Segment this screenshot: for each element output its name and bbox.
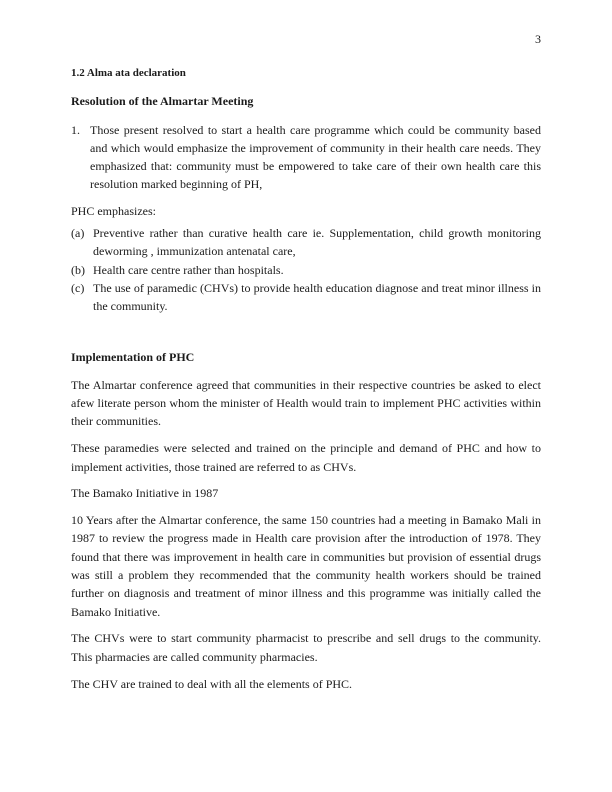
paragraph-bamako-initiative: 10 Years after the Almartar conference, the same 150 countries had a meeting in Bamako Mali in 1987 to review the progress made in Health care provision after the introduction of 1978. They found that there was improvement in health care in communities but provision of essential drugs was still a problem they recommended that the community health workers should be trained further on diagnosis and treatment of minor illness and this programme was initially called the Bamako Initiative. [71, 513, 541, 619]
phc-emphasis-list [71, 224, 541, 315]
paragraph-chv-elements: The CHV are trained to deal with all the elements of PHC. [71, 676, 353, 691]
list-item-c [71, 279, 541, 316]
numbered-list-marker: 1. [71, 122, 80, 137]
numbered-list-text: Those present resolved to start a health care programme which could be community based and which would emphasize the improvement of community in their health care needs. They emphasized that: community must be empowered to take care of their own health care this resolution marked beginning of PH, [90, 122, 541, 192]
page-number: 3 [535, 32, 541, 46]
paragraph-community-pharmacies: The CHVs were to start community pharmacist to prescribe and sell drugs to the community. This pharmacies are called community pharmacies. [71, 631, 541, 664]
numbered-list-item-1 [71, 121, 541, 194]
paragraph-almartar-conference: The Almartar conference agreed that communities in their respective countries be asked to elect afew literate person whom the minister of Health would train to implement PHC activities within their communities. [71, 377, 541, 429]
list-marker-a: (a) [71, 226, 85, 241]
list-marker-b: (b) [71, 262, 85, 277]
heading-implementation-of-phc: Implementation of PHC [71, 349, 195, 364]
list-text-c: The use of paramedic (CHVs) to provide health education diagnose and treat minor illness in the community. [93, 280, 541, 314]
paragraph-paramedies: These paramedies were selected and trained on the principle and demand of PHC and how to implement activities, those trained are referred to as CHVs. [71, 441, 541, 474]
list-item-a [71, 224, 541, 261]
list-text-a: Preventive rather than curative health care ie. Supplementation, child growth monitoring deworming , immunization antenatal care, [93, 226, 541, 259]
paragraph-bamako-initiative-heading: The Bamako Initiative in 1987 [71, 486, 219, 501]
heading-resolution-almartar-meeting: Resolution of the Almartar Meeting [71, 94, 254, 109]
list-item-b [71, 261, 541, 279]
document-content [71, 64, 541, 701]
list-marker-c: (c) [71, 280, 85, 295]
phc-emphasizes-line: PHC emphasizes: [71, 203, 156, 218]
heading-alma-ata-declaration: 1.2 Alma ata declaration [71, 67, 186, 79]
list-text-b: Health care centre rather than hospitals. [93, 262, 284, 277]
